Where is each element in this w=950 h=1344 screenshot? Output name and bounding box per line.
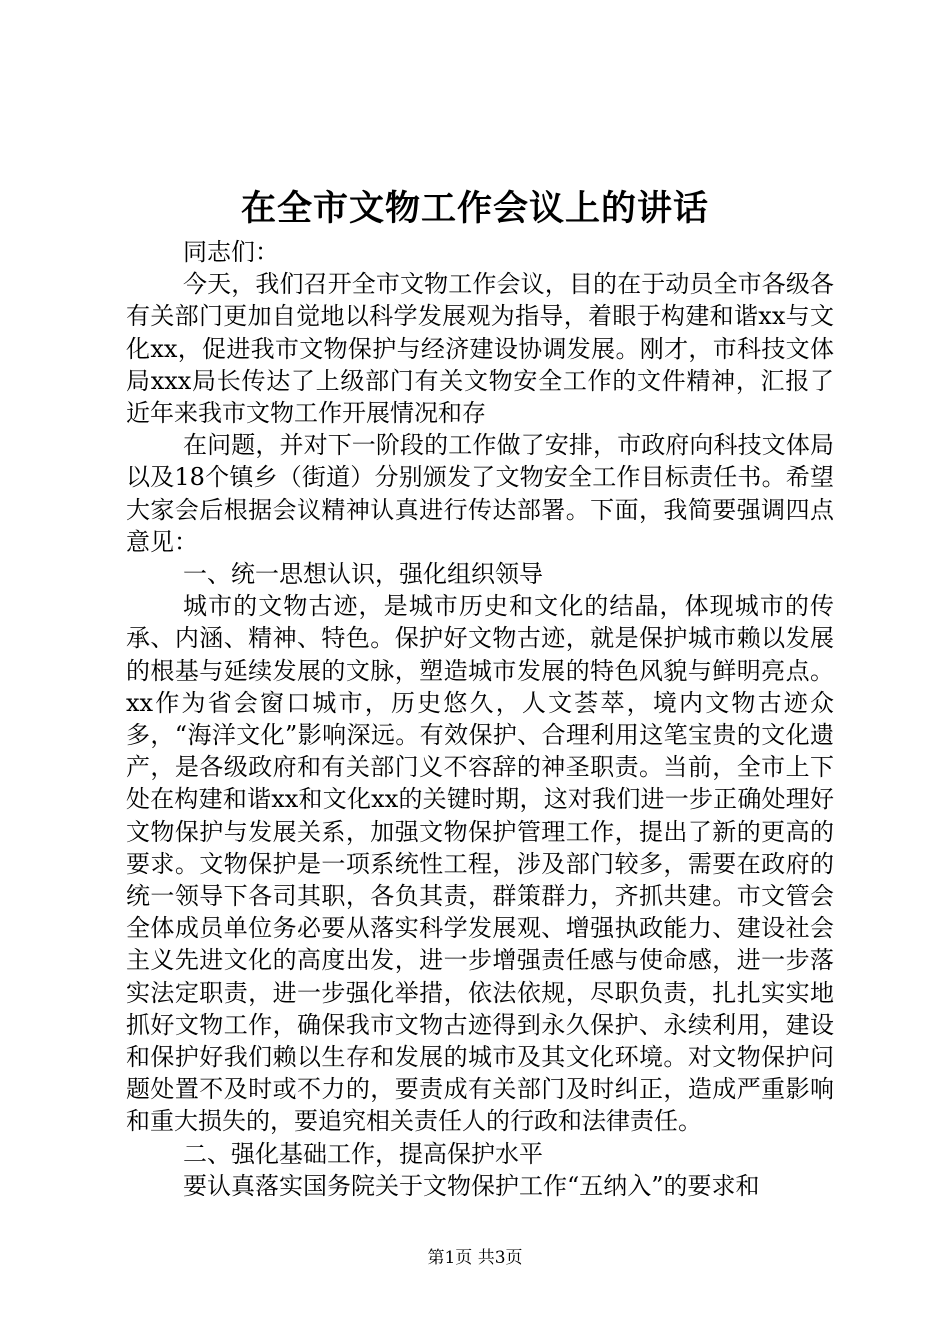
section-heading-1: 一、统一思想认识，强化组织领导 bbox=[183, 560, 543, 589]
paragraph-section-1: 城市的文物古迹，是城市历史和文化的结晶，体现城市的传承、内涵、精神、特色。保护好文物古迹，就是保护城市赖以发展的根基与延续发展的文脉，塑造城市发展的特色风貌与鲜明亮点。xx作为省会窗口城市，历史悠久，人文荟萃，境内文物古迹众多，“海洋文化”影响深远。有效保护、合理利用这笔宝贵的文化遗产，是各级政府和有关部门义不容辞的神圣职责。当前，全市上下处在构建和谐xx和文化xx的关键时期，这对我们进一步正确处理好文物保护与发展关系，加强文物保护管理工作，提出了新的更高的要求。文物保护是一项系统性工程，涉及部门较多，需要在政府的统一领导下各司其职，各负其责，群策群力，齐抓共建。市文管会全体成员单位务必要从落实科学发展观、增强执政能力、建设社会主义先进文化的高度出发，进一步增强责任感与使命感，进一步落实法定职责，进一步强化举措，依法依规，尽职负责，扎扎实实地抓好文物工作，确保我市文物古迹得到永久保护、永续利用，建设和保护好我们赖以生存和发展的城市及其文化环境。对文物保护问题处置不及时或不力的，要责成有关部门及时纠正，造成严重影响和重大损失的，要追究相关责任人的行政和法律责任。 bbox=[126, 592, 834, 1136]
page-number-footer: 第1页 共3页 bbox=[427, 1248, 523, 1268]
document-body bbox=[126, 236, 834, 1202]
paragraph-continuation: 在问题，并对下一阶段的工作做了安排，市政府向科技文体局以及18个镇乡（街道）分别颁发了文物安全工作目标责任书。希望大家会后根据会议精神认真进行传达部署。下面，我简要强调四点意见： bbox=[126, 431, 834, 556]
section-heading-2: 二、强化基础工作，提高保护水平 bbox=[183, 1139, 543, 1168]
paragraph-intro: 今天，我们召开全市文物工作会议，目的在于动员全市各级各有关部门更加自觉地以科学发展观为指导，着眼于构建和谐xx与文化xx，促进我市文物保护与经济建设协调发展。刚才，市科技文体局xxx局长传达了上级部门有关文物安全工作的文件精神，汇报了近年来我市文物工作开展情况和存 bbox=[126, 270, 834, 428]
paragraph-section-2: 要认真落实国务院关于文物保护工作“五纳入”的要求和 bbox=[183, 1171, 760, 1200]
document-title: 在全市文物工作会议上的讲话 bbox=[240, 188, 709, 229]
paragraph-salutation: 同志们： bbox=[183, 238, 279, 266]
